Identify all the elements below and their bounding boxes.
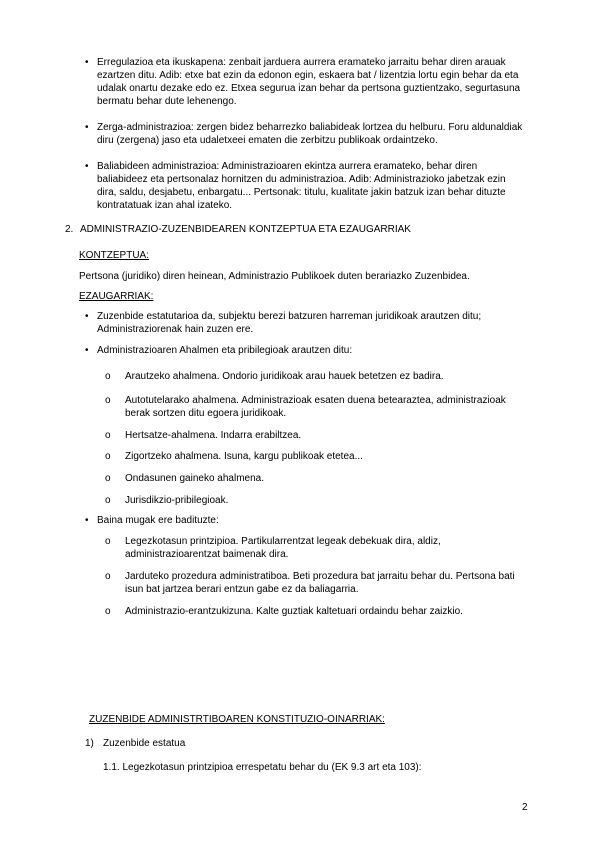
item-number: 1): [85, 738, 94, 749]
sub-bullet-text: Legezkotasun printzipioa. Partikularrentzat legeak debekuak dira, aldiz, administrazioarentzat baimenak dira.: [125, 536, 441, 560]
section-number: 2.: [65, 224, 74, 235]
sub-bullet-marker: o: [105, 606, 111, 617]
sub-bullet-marker: o: [105, 395, 111, 406]
bullet-marker: •: [85, 161, 89, 172]
sub-bullet-text: Autotutelarako ahalmena. Administrazioak esaten duena betearaztea, administrazioak berak sortzen ditu egoera juridikoak.: [125, 395, 506, 419]
bullet-text: Zuzenbide estatutarioa da, subjektu berezi batzuren harreman juridikoak arautzen ditu; Administraziorenak hain zuzen ere.: [97, 311, 482, 335]
kontzeptua-heading: KONTZEPTUA:: [79, 250, 150, 261]
list-item: [85, 56, 527, 108]
sub-list-item: [105, 394, 525, 420]
sub-list-item: [105, 570, 525, 596]
sub-bullet-marker: o: [105, 473, 111, 484]
bullet-text: Baina mugak ere badituzte:: [97, 515, 219, 526]
ezaugarriak-heading: EZAUGARRIAK:: [79, 291, 154, 302]
item-text: Zuzenbide estatua: [103, 738, 186, 749]
bullet-marker: •: [85, 345, 89, 356]
page-number: 2: [522, 802, 528, 813]
sub-bullet-text: Ondasunen gaineko ahalmena.: [125, 473, 264, 484]
konstituzio-heading: ZUZENBIDE ADMINISTRTIBOAREN KONSTITUZIO-OINARRIAK:: [89, 714, 385, 725]
sub-bullet-text: Hertsatze-ahalmena. Indarra erabiltzea.: [125, 430, 302, 441]
sub-list-item: [105, 494, 525, 507]
list-item: [85, 160, 527, 212]
bullet-marker: •: [85, 57, 89, 68]
sub-bullet-marker: o: [105, 536, 111, 547]
list-item: [85, 121, 527, 147]
sub-bullet-marker: o: [105, 571, 111, 582]
sub-list-item: [105, 429, 525, 442]
sub-bullet-text: Administrazio-erantzukizuna. Kalte guztiak kaltetuari ordaindu behar zaizkio.: [125, 606, 463, 617]
bullet-text: Erregulazioa eta ikuskapena: zenbait jarduera aurrera eramateko jarraitu behar diren arauak ezartzen ditu. Adib: etxe bat ezin da edonon egin, eskaera bat / lizentzia lortu egin behar da eta udalak onartu dezake edo ez. Etxea segurua izan behar da pertsona guztientzako, segurtasuna bermatu behar dute lehenengo.: [97, 57, 521, 107]
sub-bullet-text: Arautzeko ahalmena. Ondorio juridikoak arau hauek betetzen ez badira.: [125, 371, 444, 382]
list-item: [85, 344, 527, 357]
kontzeptua-body: Pertsona (juridiko) diren heinean, Administrazio Publikoek duten berariazko Zuzenbidea.: [79, 271, 470, 282]
bullet-text: Zerga-administrazioa: zergen bidez beharrezko baliabideak lortzea du helburu. Foru aldunaldiak diru (zergena) jaso eta udaletxeei ematen die zerbitzu publikoak ordaintzeko.: [97, 122, 523, 146]
bullet-marker: •: [85, 515, 89, 526]
sub-list-item: [105, 450, 525, 463]
sub-bullet-marker: o: [105, 430, 111, 441]
sub-bullet-marker: o: [105, 451, 111, 462]
section-heading: [65, 223, 560, 236]
sub-list-item: [105, 535, 525, 561]
sub-bullet-marker: o: [105, 495, 111, 506]
section-title: ADMINISTRAZIO-ZUZENBIDEAREN KONTZEPTUA ETA EZAUGARRIAK: [80, 224, 411, 235]
list-item: [85, 310, 527, 336]
sub-bullet-marker: o: [105, 371, 111, 382]
sub-bullet-text: Jurisdikzio-pribilegioak.: [125, 495, 229, 506]
sub-list-item: [105, 605, 525, 618]
sub-bullet-text: Zigortzeko ahalmena. Isuna, kargu publikoak etetea...: [125, 451, 363, 462]
list-item: [85, 514, 527, 527]
numbered-item: [85, 737, 560, 750]
sub-list-item: [105, 370, 525, 383]
bullet-text: Administrazioaren Ahalmen eta pribilegioak arautzen ditu:: [97, 345, 353, 356]
numbered-sub-item: 1.1. Legezkotasun printzipioa errespetatu behar du (EK 9.3 art eta 103):: [103, 762, 422, 773]
sub-list-item: [105, 472, 525, 485]
bullet-marker: •: [85, 122, 89, 133]
bullet-marker: •: [85, 311, 89, 322]
bullet-text: Baliabideen administrazioa: Administrazioaren ekintza aurrera eramateko, behar diren baliabideez eta pertsonalaz hornitzen du administrazioa. Adib: Administrazioko jabetzak ezin dira, saldu, desjabetu, enbargatu... Pertsonak: titulu, kualitate jakin batzuk izan behar dituzte kontratatuak izan ahal izateko.: [97, 161, 506, 211]
sub-bullet-text: Jarduteko prozedura administratiboa. Beti prozedura bat jarraitu behar du. Pertsona bati isun bat jartzea berari entzun gabe ez da baliagarria.: [125, 571, 515, 595]
